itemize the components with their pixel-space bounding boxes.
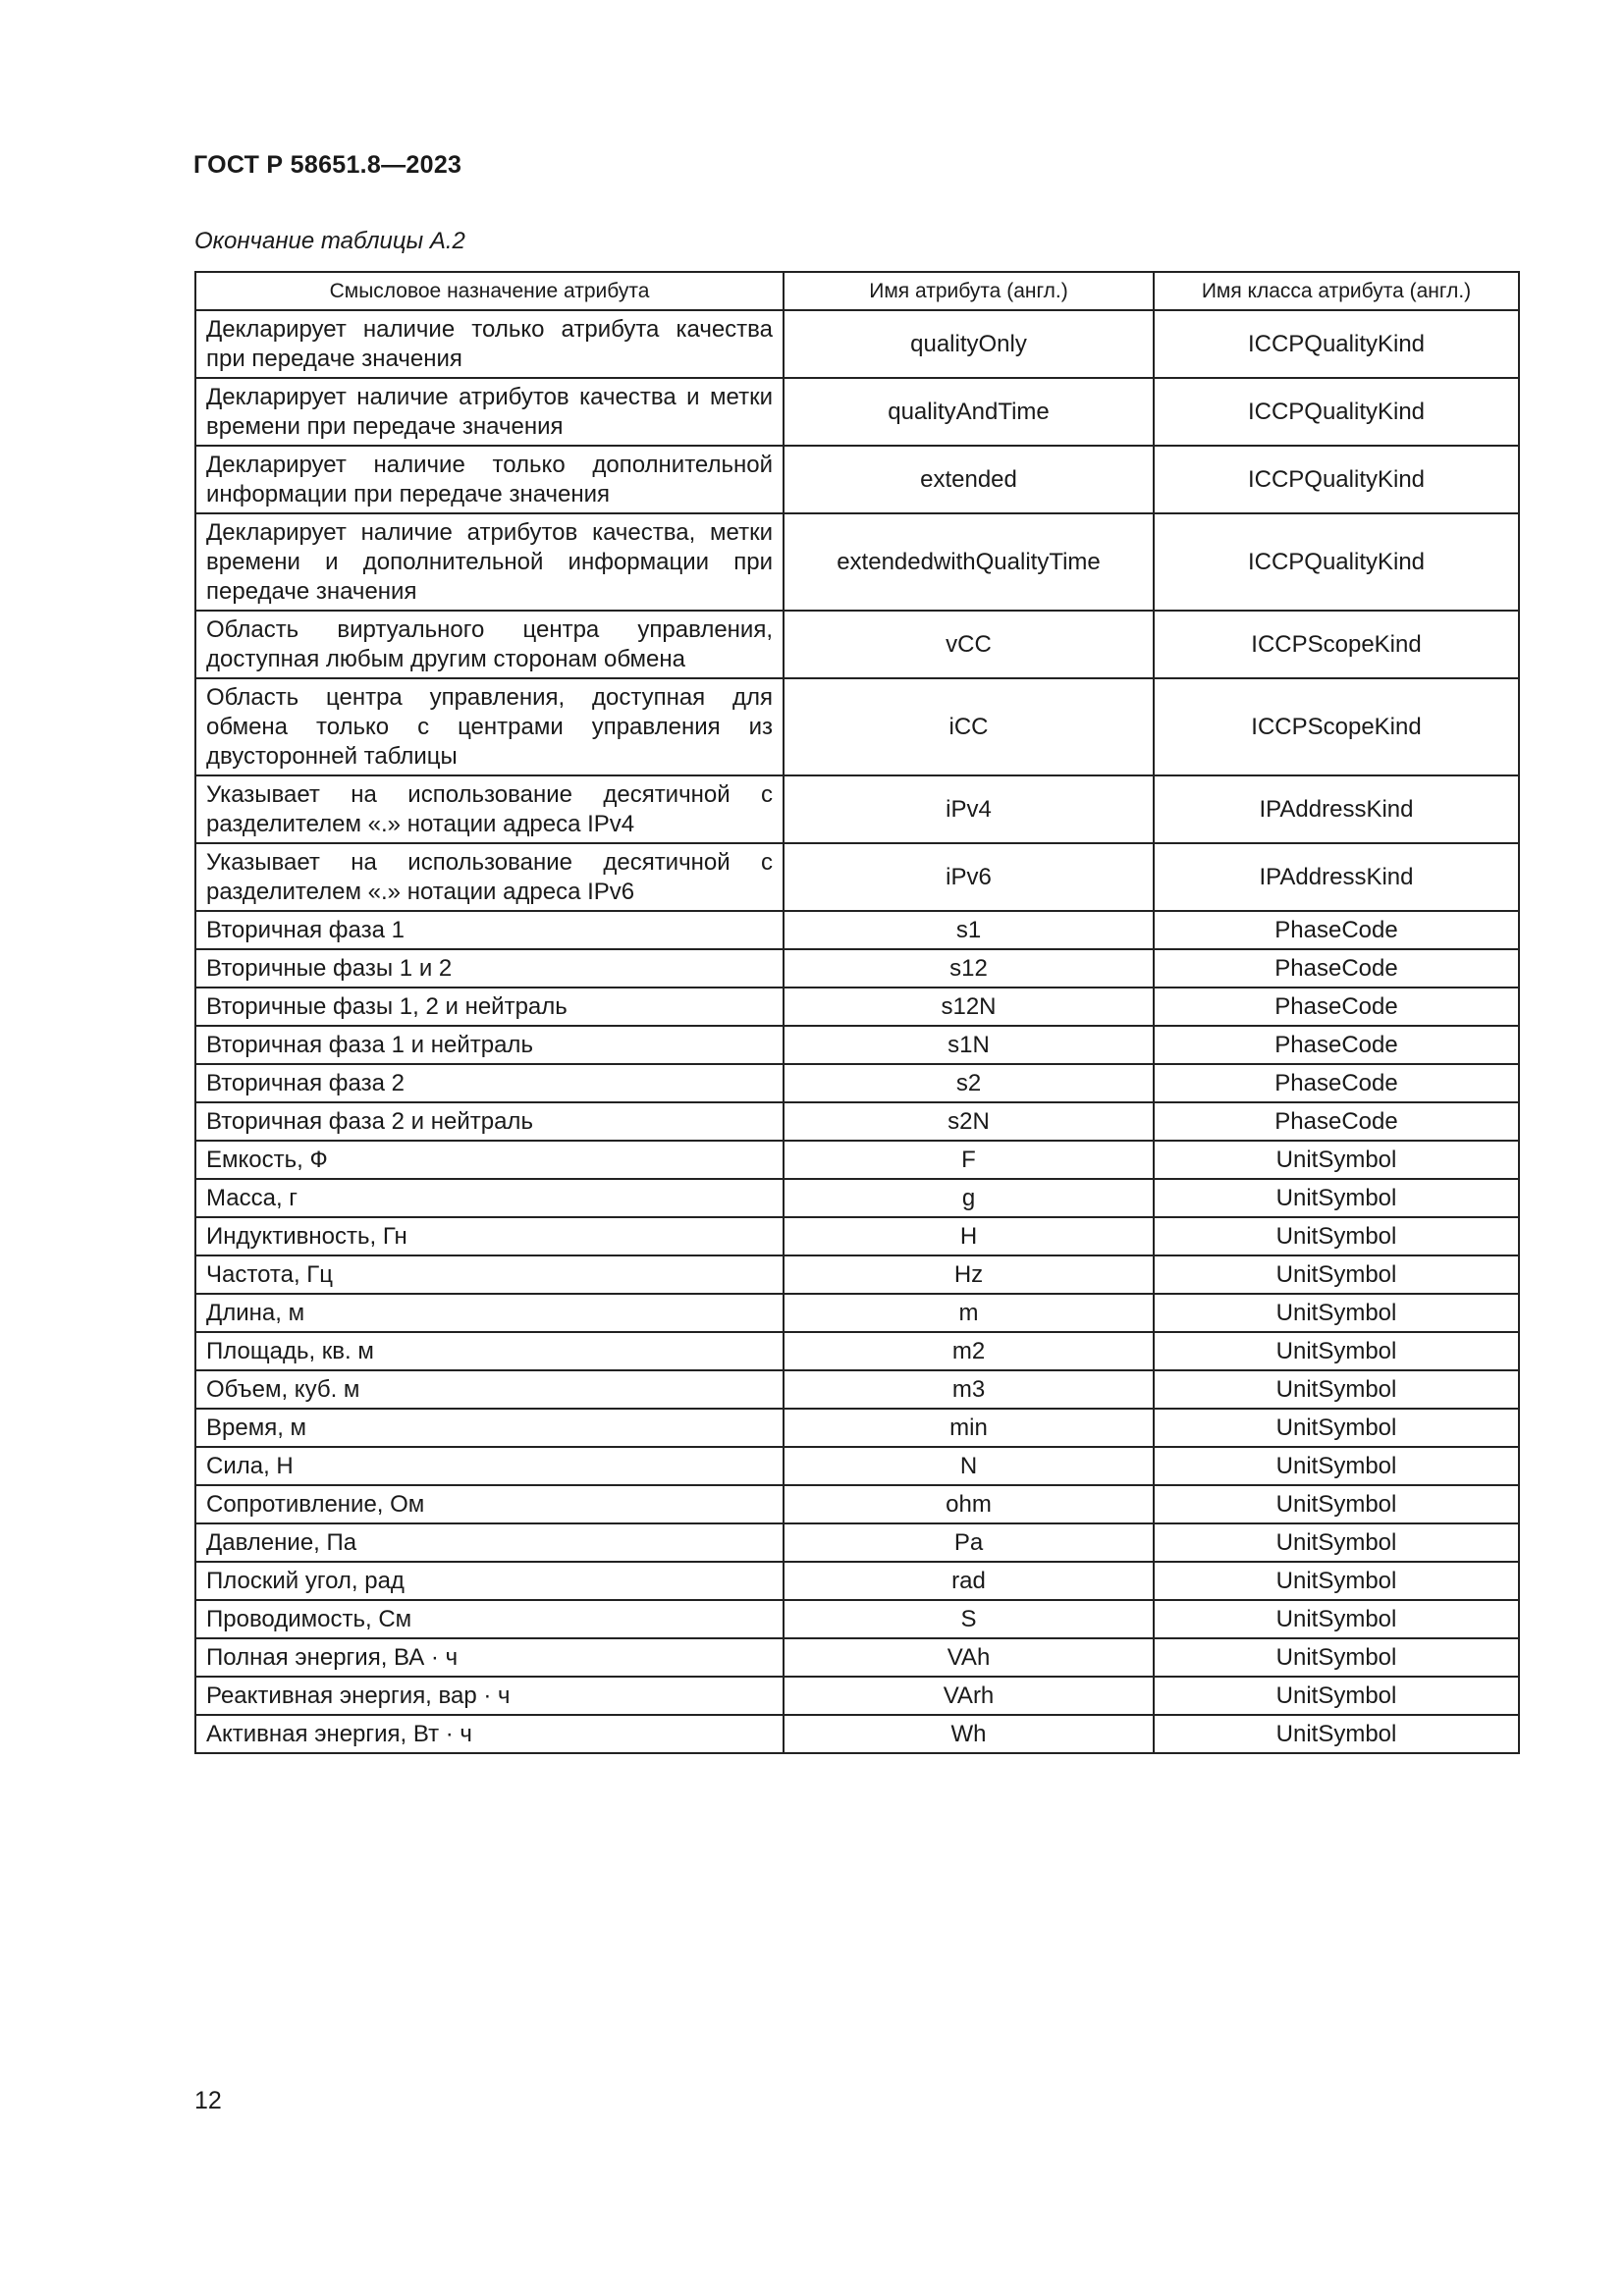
table-row bbox=[195, 1294, 1519, 1332]
attribute-description-cell: Плоский угол, рад bbox=[195, 1562, 784, 1600]
table-row bbox=[195, 1715, 1519, 1753]
attribute-name-cell: VArh bbox=[784, 1677, 1154, 1715]
table-row bbox=[195, 1026, 1519, 1064]
attribute-description-cell: Частота, Гц bbox=[195, 1255, 784, 1294]
table-row bbox=[195, 310, 1519, 378]
attribute-name-cell: H bbox=[784, 1217, 1154, 1255]
attribute-description-cell: Область центра управления, доступная для обмена только с центрами управления из двусторонней таблицы bbox=[195, 678, 784, 775]
table-row bbox=[195, 1370, 1519, 1409]
table-row bbox=[195, 1141, 1519, 1179]
attribute-description-cell: Масса, г bbox=[195, 1179, 784, 1217]
attribute-class-cell: UnitSymbol bbox=[1154, 1562, 1519, 1600]
attribute-name-cell: N bbox=[784, 1447, 1154, 1485]
table-row bbox=[195, 843, 1519, 911]
table-row bbox=[195, 1255, 1519, 1294]
table-row bbox=[195, 446, 1519, 513]
attribute-description-cell: Активная энергия, Вт · ч bbox=[195, 1715, 784, 1753]
attribute-description-cell: Указывает на использование десятичной с разделителем «.» нотации адреса IPv4 bbox=[195, 775, 784, 843]
attribute-class-cell: UnitSymbol bbox=[1154, 1294, 1519, 1332]
table-row bbox=[195, 1677, 1519, 1715]
table-row bbox=[195, 1409, 1519, 1447]
table-row bbox=[195, 1562, 1519, 1600]
attribute-class-cell: PhaseCode bbox=[1154, 1026, 1519, 1064]
attribute-description-cell: Длина, м bbox=[195, 1294, 784, 1332]
table-row bbox=[195, 1179, 1519, 1217]
attribute-description-cell: Сопротивление, Ом bbox=[195, 1485, 784, 1523]
table-row bbox=[195, 378, 1519, 446]
attribute-name-cell: Wh bbox=[784, 1715, 1154, 1753]
attribute-name-cell: F bbox=[784, 1141, 1154, 1179]
table-row bbox=[195, 775, 1519, 843]
table-row bbox=[195, 1638, 1519, 1677]
attribute-name-cell: iPv6 bbox=[784, 843, 1154, 911]
attribute-class-cell: PhaseCode bbox=[1154, 911, 1519, 949]
attribute-class-cell: ICCPQualityKind bbox=[1154, 378, 1519, 446]
table-row bbox=[195, 911, 1519, 949]
attribute-class-cell: IPAddressKind bbox=[1154, 775, 1519, 843]
attribute-class-cell: UnitSymbol bbox=[1154, 1370, 1519, 1409]
table-row bbox=[195, 1217, 1519, 1255]
column-header-attribute-class: Имя класса атрибута (англ.) bbox=[1154, 272, 1519, 310]
attribute-description-cell: Проводимость, См bbox=[195, 1600, 784, 1638]
attribute-class-cell: UnitSymbol bbox=[1154, 1600, 1519, 1638]
attribute-class-cell: UnitSymbol bbox=[1154, 1447, 1519, 1485]
attribute-name-cell: qualityOnly bbox=[784, 310, 1154, 378]
attribute-description-cell: Давление, Па bbox=[195, 1523, 784, 1562]
table-row bbox=[195, 513, 1519, 611]
attribute-description-cell: Декларирует наличие только дополнительной информации при передаче значения bbox=[195, 446, 784, 513]
attribute-description-cell: Вторичная фаза 2 bbox=[195, 1064, 784, 1102]
attribute-name-cell: qualityAndTime bbox=[784, 378, 1154, 446]
table-row bbox=[195, 1523, 1519, 1562]
table-row bbox=[195, 1102, 1519, 1141]
attribute-name-cell: Hz bbox=[784, 1255, 1154, 1294]
attribute-table bbox=[194, 271, 1520, 1754]
attribute-name-cell: s1 bbox=[784, 911, 1154, 949]
attribute-description-cell: Вторичная фаза 1 bbox=[195, 911, 784, 949]
attribute-description-cell: Сила, Н bbox=[195, 1447, 784, 1485]
attribute-name-cell: S bbox=[784, 1600, 1154, 1638]
table-caption: Окончание таблицы А.2 bbox=[194, 228, 465, 254]
attribute-name-cell: extendedwithQualityTime bbox=[784, 513, 1154, 611]
attribute-class-cell: PhaseCode bbox=[1154, 949, 1519, 988]
attribute-name-cell: extended bbox=[784, 446, 1154, 513]
attribute-name-cell: min bbox=[784, 1409, 1154, 1447]
table-header-row bbox=[195, 272, 1519, 310]
attribute-class-cell: UnitSymbol bbox=[1154, 1677, 1519, 1715]
attribute-class-cell: ICCPQualityKind bbox=[1154, 513, 1519, 611]
attribute-name-cell: iCC bbox=[784, 678, 1154, 775]
table-row bbox=[195, 1485, 1519, 1523]
attribute-description-cell: Вторичные фазы 1, 2 и нейтраль bbox=[195, 988, 784, 1026]
attribute-name-cell: m3 bbox=[784, 1370, 1154, 1409]
table-row bbox=[195, 1600, 1519, 1638]
attribute-name-cell: s2 bbox=[784, 1064, 1154, 1102]
attribute-class-cell: UnitSymbol bbox=[1154, 1638, 1519, 1677]
attribute-description-cell: Декларирует наличие только атрибута качества при передаче значения bbox=[195, 310, 784, 378]
column-header-attribute-name: Имя атрибута (англ.) bbox=[784, 272, 1154, 310]
attribute-class-cell: UnitSymbol bbox=[1154, 1179, 1519, 1217]
page-number: 12 bbox=[194, 2087, 222, 2114]
document-standard-title: ГОСТ Р 58651.8—2023 bbox=[193, 151, 462, 179]
attribute-class-cell: UnitSymbol bbox=[1154, 1217, 1519, 1255]
attribute-name-cell: VAh bbox=[784, 1638, 1154, 1677]
attribute-name-cell: m2 bbox=[784, 1332, 1154, 1370]
attribute-description-cell: Полная энергия, ВА · ч bbox=[195, 1638, 784, 1677]
attribute-name-cell: iPv4 bbox=[784, 775, 1154, 843]
attribute-description-cell: Площадь, кв. м bbox=[195, 1332, 784, 1370]
attribute-description-cell: Вторичная фаза 2 и нейтраль bbox=[195, 1102, 784, 1141]
table-row bbox=[195, 988, 1519, 1026]
attribute-description-cell: Декларирует наличие атрибутов качества, метки времени и дополнительной информации при передаче значения bbox=[195, 513, 784, 611]
attribute-class-cell: ICCPScopeKind bbox=[1154, 611, 1519, 678]
attribute-description-cell: Область виртуального центра управления, доступная любым другим сторонам обмена bbox=[195, 611, 784, 678]
attribute-description-cell: Декларирует наличие атрибутов качества и метки времени при передаче значения bbox=[195, 378, 784, 446]
table-body bbox=[195, 310, 1519, 1753]
table-row bbox=[195, 1447, 1519, 1485]
table-row bbox=[195, 949, 1519, 988]
column-header-description: Смысловое назначение атрибута bbox=[195, 272, 784, 310]
attribute-description-cell: Индуктивность, Гн bbox=[195, 1217, 784, 1255]
attribute-class-cell: IPAddressKind bbox=[1154, 843, 1519, 911]
attribute-class-cell: PhaseCode bbox=[1154, 1064, 1519, 1102]
attribute-name-cell: s12 bbox=[784, 949, 1154, 988]
table-row bbox=[195, 678, 1519, 775]
attribute-description-cell: Вторичная фаза 1 и нейтраль bbox=[195, 1026, 784, 1064]
attribute-name-cell: rad bbox=[784, 1562, 1154, 1600]
attribute-description-cell: Вторичные фазы 1 и 2 bbox=[195, 949, 784, 988]
attribute-class-cell: ICCPScopeKind bbox=[1154, 678, 1519, 775]
attribute-class-cell: ICCPQualityKind bbox=[1154, 446, 1519, 513]
table-row bbox=[195, 1064, 1519, 1102]
attribute-class-cell: ICCPQualityKind bbox=[1154, 310, 1519, 378]
attribute-description-cell: Объем, куб. м bbox=[195, 1370, 784, 1409]
attribute-class-cell: UnitSymbol bbox=[1154, 1255, 1519, 1294]
attribute-class-cell: PhaseCode bbox=[1154, 988, 1519, 1026]
attribute-name-cell: s1N bbox=[784, 1026, 1154, 1064]
attribute-description-cell: Время, м bbox=[195, 1409, 784, 1447]
attribute-name-cell: ohm bbox=[784, 1485, 1154, 1523]
attribute-name-cell: g bbox=[784, 1179, 1154, 1217]
table-row bbox=[195, 611, 1519, 678]
attribute-name-cell: Pa bbox=[784, 1523, 1154, 1562]
attribute-description-cell: Реактивная энергия, вар · ч bbox=[195, 1677, 784, 1715]
attribute-class-cell: UnitSymbol bbox=[1154, 1485, 1519, 1523]
attribute-name-cell: s2N bbox=[784, 1102, 1154, 1141]
attribute-description-cell: Емкость, Ф bbox=[195, 1141, 784, 1179]
attribute-class-cell: UnitSymbol bbox=[1154, 1715, 1519, 1753]
attribute-description-cell: Указывает на использование десятичной с разделителем «.» нотации адреса IPv6 bbox=[195, 843, 784, 911]
attribute-class-cell: PhaseCode bbox=[1154, 1102, 1519, 1141]
attribute-class-cell: UnitSymbol bbox=[1154, 1141, 1519, 1179]
attribute-name-cell: s12N bbox=[784, 988, 1154, 1026]
attribute-class-cell: UnitSymbol bbox=[1154, 1332, 1519, 1370]
attribute-name-cell: m bbox=[784, 1294, 1154, 1332]
attribute-class-cell: UnitSymbol bbox=[1154, 1409, 1519, 1447]
attribute-name-cell: vCC bbox=[784, 611, 1154, 678]
table-row bbox=[195, 1332, 1519, 1370]
attribute-class-cell: UnitSymbol bbox=[1154, 1523, 1519, 1562]
